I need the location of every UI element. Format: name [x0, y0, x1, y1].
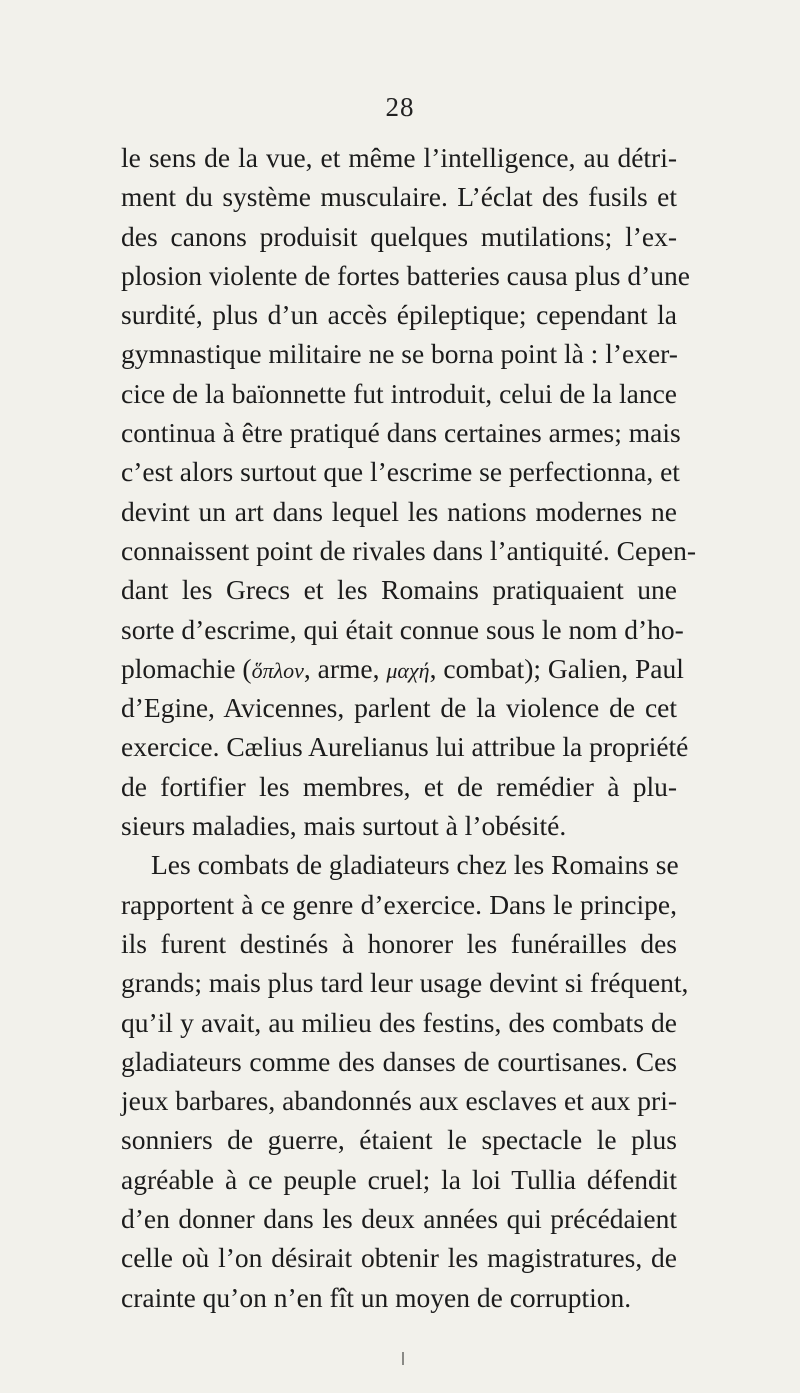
line-segment: , combat); Galien, Paul	[429, 652, 684, 684]
line-segment: , arme,	[303, 652, 387, 684]
text-line: le sens de la vue, et même l’intelligence, au détri-	[121, 142, 677, 173]
print-mark	[402, 1352, 404, 1365]
text-line: sieurs maladies, mais surtout à l’obésité.	[121, 810, 567, 842]
greek-word-hoplon: ὅπλον	[251, 657, 304, 683]
text-line: ils furent destinés à honorer les funérailles des	[121, 927, 677, 959]
text-line: agréable à ce peuple cruel; la loi Tullia défendit	[121, 1163, 677, 1195]
text-line: sorte d’escrime, qui était connue sous le nom d’ho-	[121, 613, 684, 645]
line-segment: plomachie (	[121, 652, 252, 684]
text-line: connaissent point de rivales dans l’antiquité. Cepen-	[121, 534, 697, 566]
text-line: continua à être pratiqué dans certaines armes; mais	[121, 417, 681, 449]
body-text	[121, 138, 697, 1317]
text-line: de fortifier les membres, et de remédier à plu-	[121, 770, 677, 802]
text-line: gladiateurs comme des danses de courtisanes. Ces	[121, 1045, 677, 1077]
text-line: ment du système musculaire. L’éclat des fusils et	[121, 181, 677, 213]
text-line-greek	[121, 649, 684, 688]
text-line: devint un art dans lequel les nations modernes ne	[121, 495, 677, 527]
greek-word-mache: μαχή	[386, 657, 430, 683]
text-line: surdité, plus d’un accès épileptique; cependant la	[121, 299, 677, 331]
text-line: gymnastique militaire ne se borna point là : l’exer-	[121, 338, 678, 370]
text-line: crainte qu’on n’en fît un moyen de corruption.	[121, 1281, 632, 1313]
text-line: plosion violente de fortes batteries causa plus d’une	[121, 259, 690, 291]
text-line: des canons produisit quelques mutilations; l’ex-	[121, 220, 677, 252]
text-line: grands; mais plus tard leur usage devint si fréquent,	[121, 967, 689, 999]
text-line: celle où l’on désirait obtenir les magistratures, de	[121, 1242, 677, 1274]
text-line: sonniers de guerre, étaient le spectacle le plus	[121, 1124, 677, 1156]
text-line: jeux barbares, abandonnés aux esclaves et aux pri-	[121, 1085, 677, 1117]
text-line: dant les Grecs et les Romains pratiquaient une	[121, 574, 677, 606]
text-line: Les combats de gladiateurs chez les Romains se	[151, 849, 679, 881]
text-line: rapportent à ce genre d’exercice. Dans le principe,	[121, 888, 677, 920]
text-line: exercice. Cælius Aurelianus lui attribue la propriété	[121, 731, 689, 763]
text-line: qu’il y avait, au milieu des festins, des combats de	[121, 1006, 677, 1038]
text-line: c’est alors surtout que l’escrime se perfectionna, et	[121, 456, 680, 488]
text-line: cice de la baïonnette fut introduit, celui de la lance	[121, 377, 677, 409]
text-line: d’Egine, Avicennes, parlent de la violence de cet	[121, 692, 677, 724]
page-number: 28	[385, 92, 415, 122]
text-line: d’en donner dans les deux années qui précédaient	[121, 1203, 677, 1235]
